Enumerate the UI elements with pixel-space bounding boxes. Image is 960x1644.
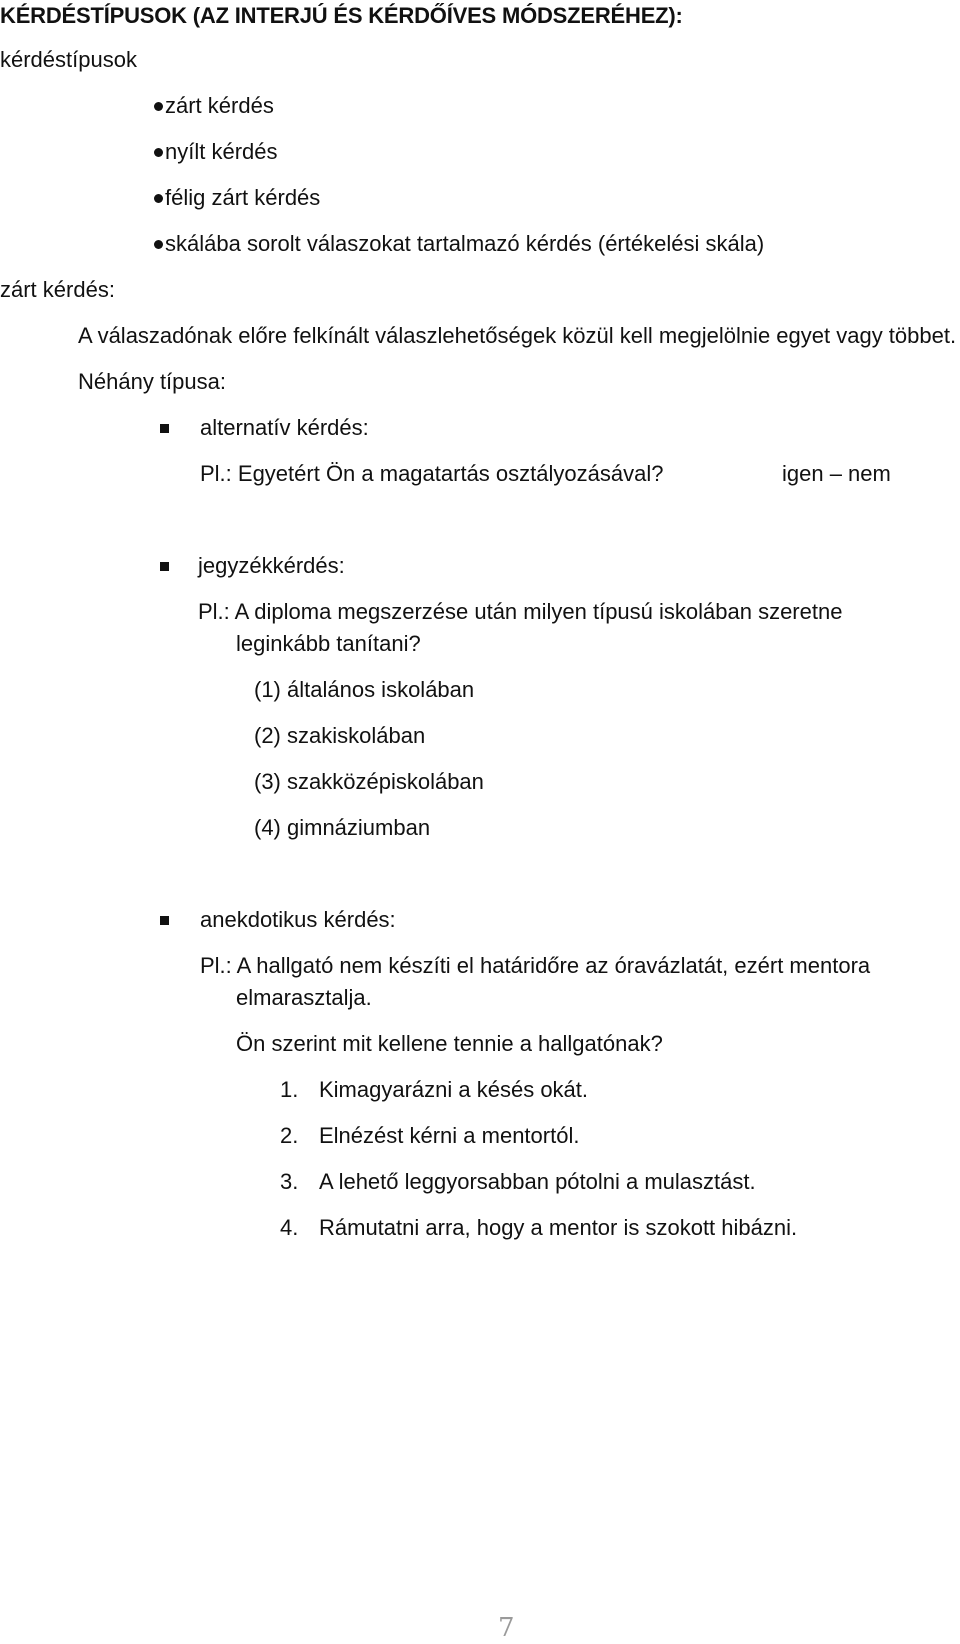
- list-option: (2) szakiskolában: [254, 723, 426, 748]
- page-heading: KÉRDÉSTÍPUSOK (AZ INTERJÚ ÉS KÉRDŐÍVES MÓDSZERÉHEZ):: [0, 3, 683, 28]
- anecdotal-option-number: 2.: [280, 1123, 299, 1148]
- list-question-label: jegyzékkérdés:: [198, 553, 345, 578]
- bullet-dot-icon: [154, 194, 163, 203]
- list-option: (4) gimnáziumban: [254, 815, 431, 840]
- page-number: 7: [498, 1613, 515, 1643]
- anecdotal-option-text: Rámutatni arra, hogy a mentor is szokott hibázni.: [319, 1215, 798, 1240]
- anecdotal-option-text: A lehető leggyorsabban pótolni a mulasztást.: [319, 1169, 756, 1194]
- type-item-open: nyílt kérdés: [165, 139, 278, 164]
- type-item-semi-closed: félig zárt kérdés: [165, 185, 321, 210]
- list-example-line2: leginkább tanítani?: [236, 631, 421, 656]
- closed-question-description: A válaszadónak előre felkínált válaszlehetőségek közül kell megjelölnie egyet vagy többet.: [78, 323, 957, 348]
- anecdotal-option-number: 4.: [280, 1215, 299, 1240]
- alternative-example: Pl.: Egyetért Ön a magatartás osztályozásával?: [200, 461, 664, 486]
- subtypes-label: Néhány típusa:: [78, 369, 226, 394]
- anecdotal-question: Ön szerint mit kellene tennie a hallgatónak?: [236, 1031, 663, 1056]
- anecdotal-option-number: 1.: [280, 1077, 299, 1102]
- square-bullet-icon: [160, 916, 169, 925]
- list-option: (1) általános iskolában: [254, 677, 475, 702]
- anecdotal-question-label: anekdotikus kérdés:: [200, 907, 396, 932]
- type-item-scale: skálába sorolt válaszokat tartalmazó kérdés (értékelési skála): [165, 231, 765, 256]
- anecdotal-option-number: 3.: [280, 1169, 299, 1194]
- square-bullet-icon: [160, 424, 169, 433]
- anecdotal-example-line1: Pl.: A hallgató nem készíti el határidőre az óravázlatát, ezért mentora: [200, 953, 871, 978]
- bullet-dot-icon: [154, 240, 163, 249]
- anecdotal-option-text: Kimagyarázni a késés okát.: [319, 1077, 589, 1102]
- anecdotal-example-line2: elmarasztalja.: [236, 985, 372, 1010]
- anecdotal-option-text: Elnézést kérni a mentortól.: [319, 1123, 580, 1148]
- alternative-question-label: alternatív kérdés:: [200, 415, 369, 440]
- square-bullet-icon: [160, 562, 169, 571]
- question-types-label: kérdéstípusok: [0, 47, 137, 72]
- list-example-line1: Pl.: A diploma megszerzése után milyen típusú iskolában szeretne: [198, 599, 843, 624]
- bullet-dot-icon: [154, 148, 163, 157]
- alternative-answers: igen – nem: [782, 461, 891, 486]
- type-item-closed: zárt kérdés: [165, 93, 274, 118]
- closed-question-label: zárt kérdés:: [0, 277, 115, 302]
- bullet-dot-icon: [154, 102, 163, 111]
- list-option: (3) szakközépiskolában: [254, 769, 484, 794]
